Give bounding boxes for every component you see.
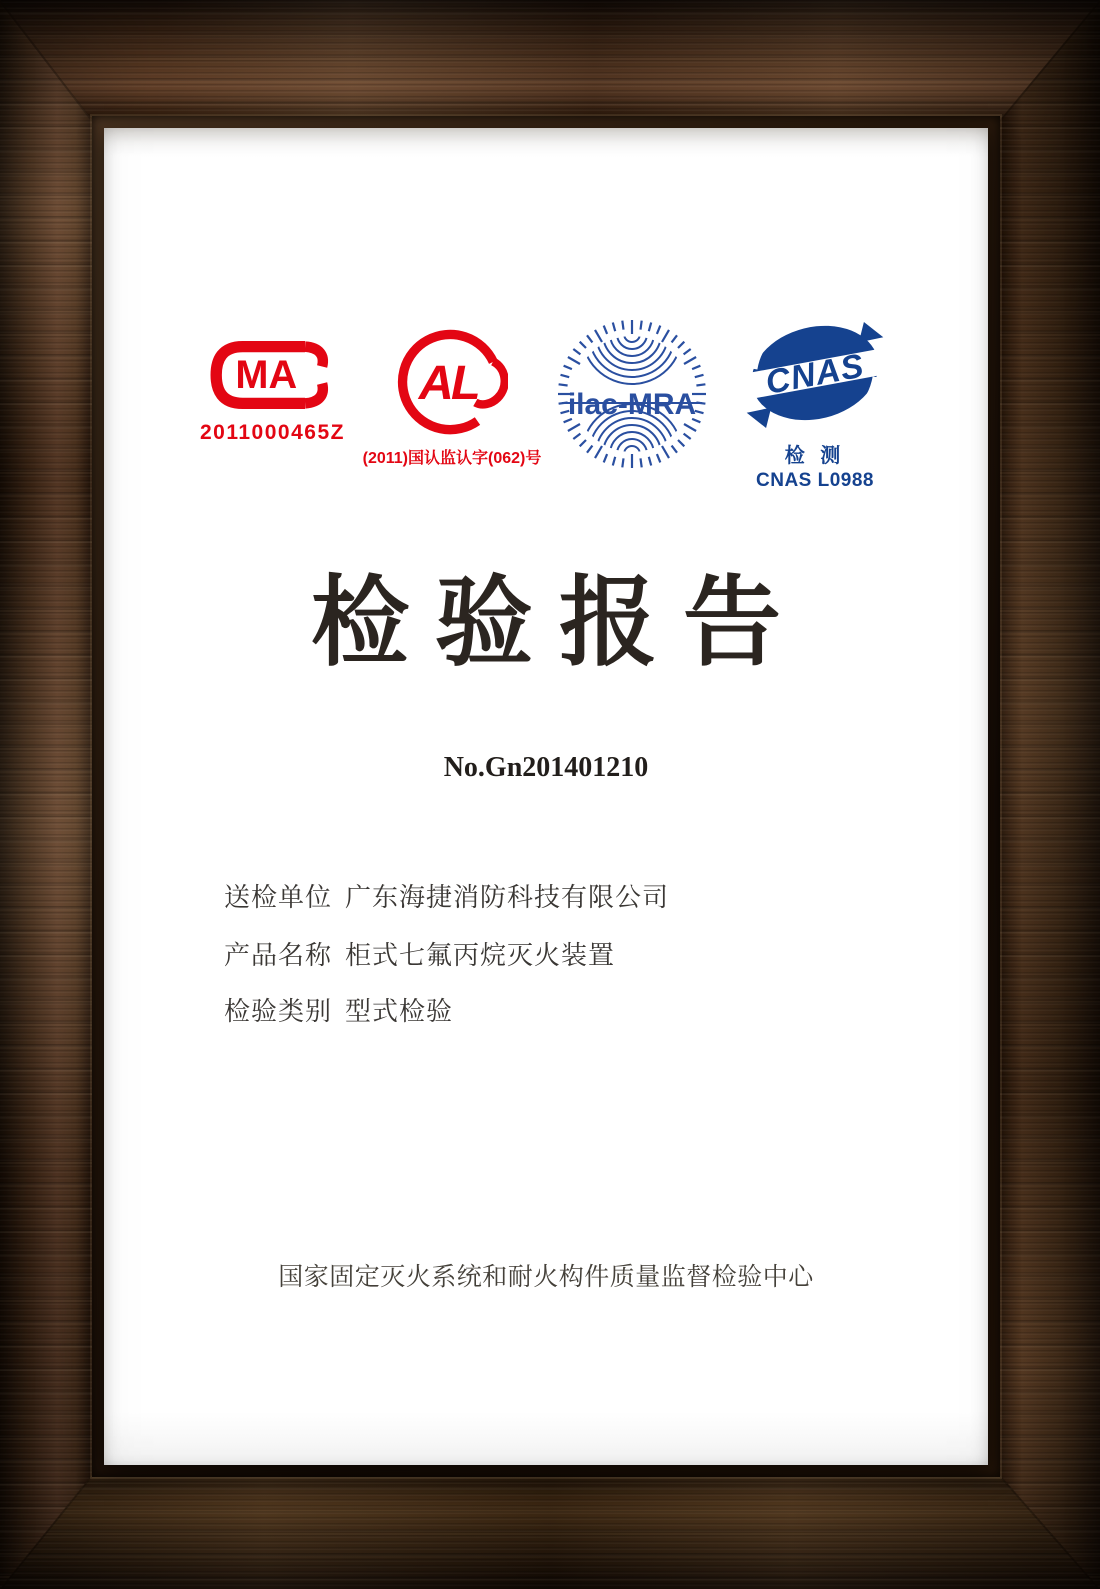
field-value-product: 柜式七氟丙烷灭火装置 [345, 940, 616, 970]
ilac-mra-label: ilac-MRA [567, 388, 697, 421]
cma-logo [200, 340, 344, 445]
report-page [104, 128, 988, 1465]
cnas-mark-icon [742, 322, 888, 428]
field-value-unit: 广东海捷消防科技有限公司 [345, 882, 670, 912]
cnas-lab-code: CNAS L0988 [756, 470, 874, 491]
ilac-mra-mark-icon [556, 318, 708, 470]
frame-bottom-bar [0, 1475, 1100, 1589]
cma-letters: MA [235, 353, 298, 398]
report-number: No.Gn201401210 [443, 752, 649, 783]
ilac-mra-logo [556, 318, 708, 475]
cal-mark-icon [396, 326, 508, 438]
field-label-product: 产品名称 [224, 940, 333, 970]
cal-certificate-number: (2011)国认监认字(062)号 [362, 450, 542, 467]
field-value-category: 型式检验 [345, 996, 454, 1026]
frame-right-bar [1000, 0, 1100, 1589]
frame-left-bar [0, 0, 92, 1589]
cma-certificate-number: 2011000465Z [200, 421, 345, 444]
field-row [224, 993, 453, 1029]
cnas-caption-cn: 检 测 [784, 445, 846, 467]
field-row [224, 879, 669, 915]
cma-mark-icon [208, 340, 336, 410]
cnas-label: CNAS [762, 347, 868, 402]
issuing-authority: 国家固定灭火系统和耐火构件质量监督检验中心 [278, 1263, 814, 1291]
report-title: 检验报告 [310, 567, 807, 677]
cal-letters: AL [418, 355, 478, 410]
field-label-category: 检验类别 [224, 996, 333, 1026]
field-row [224, 937, 615, 973]
frame-top-bar [0, 0, 1100, 120]
cal-logo [342, 326, 562, 468]
cnas-logo [730, 322, 900, 492]
field-label-unit: 送检单位 [224, 882, 333, 912]
